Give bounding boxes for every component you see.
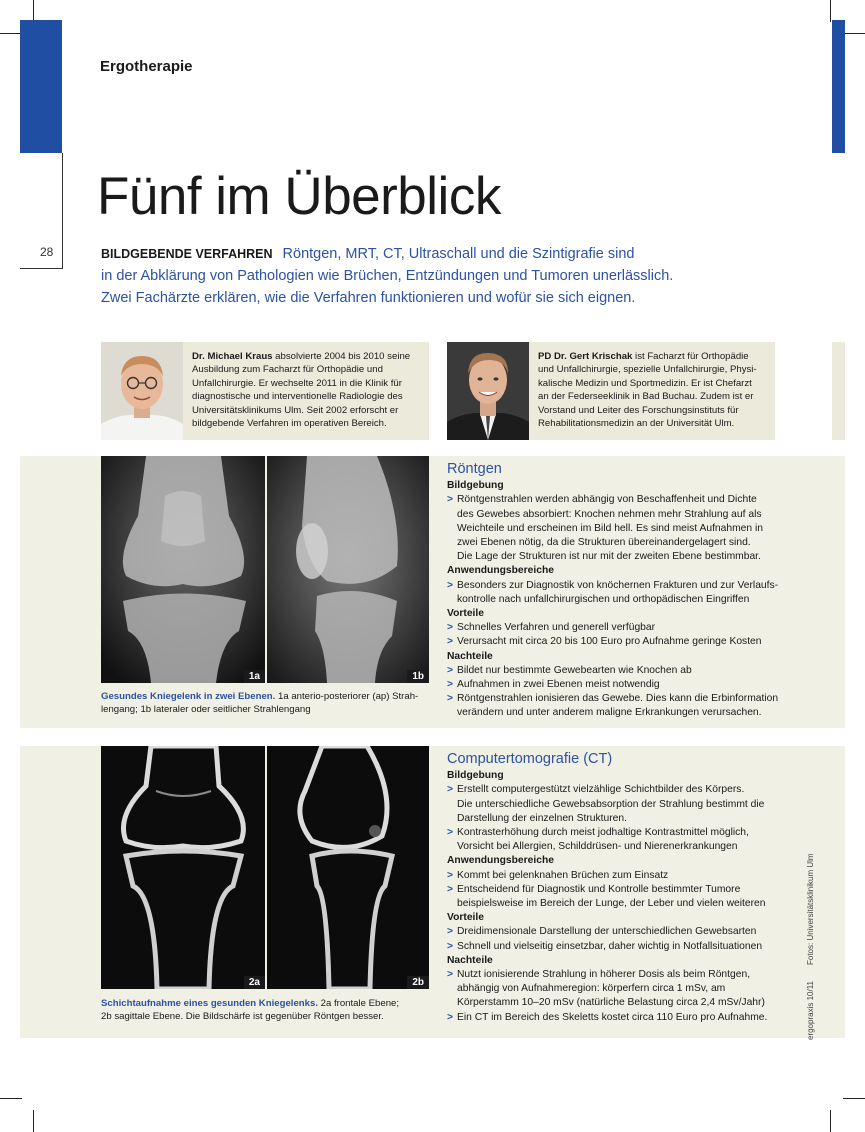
- bullet-item: [447, 678, 837, 692]
- subsection-heading: Bildgebung: [447, 480, 504, 492]
- section-label: Ergotherapie: [100, 58, 193, 75]
- bullet-line: > Röntgenstrahlen ionisieren das Gewebe. Dies kann die Erbinformation: [457, 693, 779, 705]
- bio-line: Rehabilitationsmedizin an der Universität Ulm.: [538, 418, 735, 430]
- bullet-line: Körperstamm 10–20 mSv (natürliche Belastung circa 2,4 mSv/Jahr): [457, 997, 765, 1009]
- bullet-item: [447, 783, 837, 826]
- bullet-item: [447, 579, 837, 607]
- ct-image-2b: [267, 746, 429, 989]
- bullet-item: [447, 883, 837, 911]
- ct-knee-frontal: [101, 746, 265, 989]
- caption-lead: Gesundes Kniegelenk in zwei Ebenen.: [101, 691, 276, 702]
- lead-line: Zwei Fachärzte erklären, wie die Verfahren funktionieren und wofür sie sich eignen.: [101, 290, 636, 306]
- subsection-heading: Nachteile: [447, 954, 493, 966]
- bio-line: absolvierte 2004 bis 2010 seine: [272, 351, 411, 362]
- bullet-item: [447, 968, 837, 1011]
- right-blue-bar: [832, 20, 845, 153]
- section-heading-roentgen: Röntgen: [447, 461, 502, 477]
- bio-box-kraus: [101, 342, 429, 440]
- bullet-line: zwei Ebenen nötig, da die Strukturen übereinandergelagert sind.: [457, 537, 751, 549]
- bio-line: Unfallchirurgie. Er wechselte 2011 in die Klinik für: [192, 377, 402, 389]
- bullet-item: [447, 940, 837, 954]
- crop-mark: [0, 33, 22, 34]
- crop-mark: [843, 1098, 865, 1099]
- page-number: 28: [40, 245, 54, 259]
- bullet-item: [447, 635, 837, 649]
- bullet-line: Weichteile und erscheinen im Bild hell. Es sind meist Aufnahmen in: [457, 522, 764, 534]
- bullet-line: verändern und unter anderem maligne Erkrankungen verursachen.: [457, 707, 762, 719]
- lead-paragraph: [101, 243, 801, 309]
- ct-knee-sagittal: [267, 746, 429, 989]
- crop-mark: [843, 33, 865, 34]
- issue-label: ergopraxis 10/11: [806, 981, 815, 1040]
- bullet-line: > Dreidimensionale Darstellung der unterschiedlichen Gewebsarten: [457, 926, 757, 938]
- xray-image-1a: [101, 456, 265, 683]
- bullet-item: [447, 692, 837, 720]
- bullet-line: abhängig von Aufnahmeregion: körperfern circa 1 mSv, am: [457, 983, 726, 995]
- bullet-line: > Röntgenstrahlen werden abhängig von Beschaffenheit und Dichte: [457, 494, 757, 506]
- crop-mark: [830, 1110, 831, 1132]
- bullet-line: Darstellung der einzelnen Strukturen.: [457, 812, 627, 824]
- bullet-item: [447, 1011, 837, 1025]
- bullet-item: [447, 664, 837, 678]
- bio-line: Vorstand und Leiter des Forschungsinstituts für: [538, 404, 739, 416]
- bullet-line: beispielsweise im Bereich der Lunge, der Leber und vielen weiteren: [457, 898, 766, 910]
- bio-line: kalische Medizin und Sportmedizin. Er ist Chefarzt: [538, 377, 752, 389]
- bio-box-krischak: [447, 342, 775, 440]
- ct-info: [447, 752, 837, 1025]
- bullet-line: > Kontrasterhöhung durch meist jodhaltige Kontrastmittel möglich,: [457, 827, 749, 839]
- figure-tag: 1b: [407, 670, 429, 683]
- caption-line: lengang; 1b lateraler oder seitlicher Strahlengang: [101, 704, 311, 715]
- caption-line: 2b sagittale Ebene. Die Bildschärfe ist gegenüber Röntgen besser.: [101, 1011, 384, 1022]
- subsection-heading: Nachteile: [447, 650, 493, 662]
- bullet-line: des Gewebes absorbiert: Knochen nehmen mehr Strahlung auf als: [457, 508, 762, 520]
- section-heading-ct: Computertomografie (CT): [447, 751, 613, 767]
- lead-line: in der Abklärung von Pathologien wie Brüchen, Entzündungen und Tumoren unerlässlich.: [101, 268, 674, 284]
- bio-line: an der Federseeklinik in Bad Buchau. Zudem ist er: [538, 391, 754, 403]
- subsection-heading: Vorteile: [447, 912, 485, 924]
- portrait-photo: [447, 342, 529, 440]
- crop-mark: [33, 1110, 34, 1132]
- crop-mark: [830, 0, 831, 22]
- figure-tag: 2b: [407, 976, 429, 989]
- bullet-line: > Kommt bei gelenknahen Brüchen zum Einsatz: [457, 869, 669, 881]
- xray-image-1b: [267, 456, 429, 683]
- caption-lead: Schichtaufnahme eines gesunden Kniegelenks.: [101, 998, 318, 1009]
- bio-line: und Unfallchirurgie, spezielle Unfallchirurgie, Physi-: [538, 364, 757, 376]
- bio-line: bildgebende Verfahren im operativen Bereich.: [192, 418, 387, 430]
- bullet-item: [447, 493, 837, 564]
- bullet-item: [447, 869, 837, 883]
- page-title: Fünf im Überblick: [97, 167, 501, 226]
- figure-tag: 2a: [244, 976, 265, 989]
- bullet-line: > Ein CT im Bereich des Skeletts kostet circa 110 Euro pro Aufnahme.: [457, 1011, 768, 1023]
- page-rule: [20, 268, 63, 269]
- caption-line: 1a anterio-posteriorer (ap) Strah-: [275, 691, 419, 702]
- bullet-line: Vorsicht bei Allergien, Schilddrüsen- und Nierenerkrankungen: [457, 841, 738, 853]
- bullet-line: Die Lage der Strukturen ist nur mit der zweiten Ebene bestimmbar.: [457, 551, 761, 563]
- bullet-line: > Nutzt ionisierende Strahlung in höherer Dosis als beim Röntgen,: [457, 969, 751, 981]
- bullet-line: > Verursacht mit circa 20 bis 100 Euro pro Aufnahme geringe Kosten: [457, 636, 762, 648]
- bullet-line: Die unterschiedliche Gewebsabsorption der Strahlung bestimmt die: [457, 798, 765, 810]
- photo-credit: Fotos: Universitätsklinikum Ulm: [806, 853, 815, 965]
- bio-line: diagnostische und interventionelle Radiologie des: [192, 391, 403, 403]
- left-blue-bar: [20, 20, 62, 153]
- roentgen-info: [447, 462, 837, 721]
- caption-line: 2a frontale Ebene;: [317, 998, 400, 1009]
- bio-line: ist Facharzt für Orthopädie: [632, 351, 749, 362]
- bullet-line: > Schnell und vielseitig einsetzbar, daher wichtig in Notfallsituationen: [457, 940, 763, 952]
- subsection-heading: Anwendungsbereiche: [447, 855, 554, 867]
- subsection-heading: Vorteile: [447, 608, 485, 620]
- bullet-line: > Aufnahmen in zwei Ebenen meist notwendig: [457, 679, 660, 691]
- bio-name: Dr. Michael Kraus: [192, 351, 273, 362]
- bullet-line: > Schnelles Verfahren und generell verfügbar: [457, 622, 656, 634]
- bio-text: [538, 350, 757, 430]
- bio-edge-strip: [832, 342, 845, 440]
- subsection-heading: Anwendungsbereiche: [447, 565, 554, 577]
- bullet-line: > Erstellt computergestützt vielzählige Schichtbilder des Körpers.: [457, 784, 745, 796]
- page-rule: [62, 153, 63, 268]
- bullet-line: > Entscheidend für Diagnostik und Kontrolle bestimmter Tumore: [457, 883, 741, 895]
- bullet-item: [447, 826, 837, 854]
- bio-line: Ausbildung zum Facharzt für Orthopädie und: [192, 364, 383, 376]
- lead-kicker: BILDGEBENDE VERFAHREN: [101, 247, 273, 261]
- bullet-item: [447, 621, 837, 635]
- lead-line: Röntgen, MRT, CT, Ultraschall und die Szintigrafie sind: [282, 246, 635, 262]
- xray-knee-lateral: [267, 456, 429, 683]
- crop-mark: [0, 1098, 22, 1099]
- figure-caption-1: [101, 690, 431, 716]
- bio-name: PD Dr. Gert Krischak: [538, 351, 633, 362]
- crop-mark: [33, 0, 34, 22]
- bullet-line: kontrolle nach unfallchirurgischen und orthopädischen Eingriffen: [457, 593, 750, 605]
- figure-tag: 1a: [244, 670, 265, 683]
- bio-text: [192, 350, 410, 430]
- portrait-photo: [101, 342, 183, 440]
- bullet-line: > Bildet nur bestimmte Gewebearten wie Knochen ab: [457, 664, 692, 676]
- subsection-heading: Bildgebung: [447, 770, 504, 782]
- bio-line: Universitätsklinikums Ulm. Seit 2002 erforscht er: [192, 404, 399, 416]
- bullet-line: > Besonders zur Diagnostik von knöchernen Frakturen und zur Verlaufs-: [457, 579, 779, 591]
- xray-knee-ap: [101, 456, 265, 683]
- figure-caption-2: [101, 997, 441, 1023]
- bullet-item: [447, 925, 837, 939]
- ct-image-2a: [101, 746, 265, 989]
